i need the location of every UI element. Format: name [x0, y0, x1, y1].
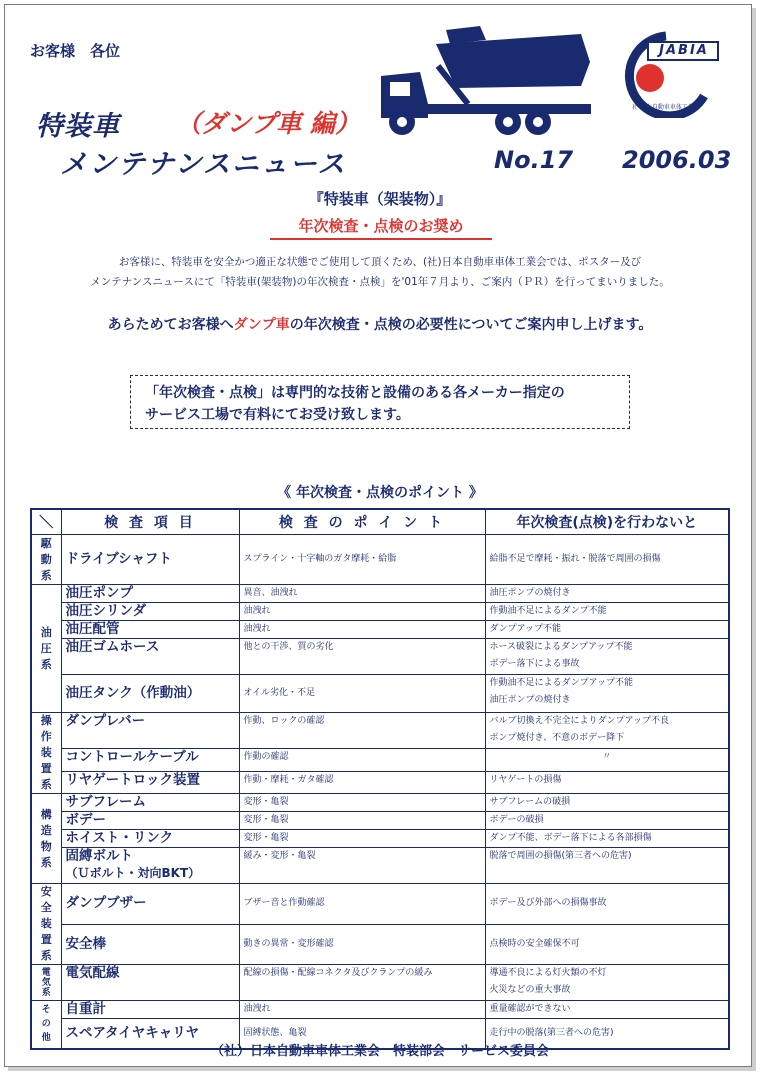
table-cell-item: スペアタイヤキャリヤ — [61, 1019, 239, 1049]
lead-red: ダンプ車 — [233, 317, 290, 333]
points-title: 《 年次検査・点検のポイント 》 — [277, 485, 483, 501]
table-cell-point: 変形・亀裂 — [239, 830, 485, 848]
notice-line1: 「年次検査・点検」は専門的な技術と設備のある各メーカー指定の — [145, 385, 565, 401]
table-row — [31, 884, 729, 925]
table-cell-result: 油圧ポンプの焼付き — [485, 585, 729, 603]
logo-text: JABIA — [659, 43, 709, 58]
headline: 年次検査・点検のお奨め — [270, 215, 492, 240]
header-point: 検 査 の ポ イ ン ト — [239, 509, 485, 535]
table-cell-point: 変形・亀裂 — [239, 794, 485, 812]
table-cell-item: 油圧ゴムホース — [61, 639, 239, 675]
table-cell-item: 油圧ポンプ — [61, 585, 239, 603]
table-cell-point: 固縛状態、亀裂 — [239, 1019, 485, 1049]
jabia-logo — [604, 30, 732, 118]
table-cell-item: ダンプブザー — [61, 884, 239, 925]
notice-line2: サービス工場で有料にてお受け致します。 — [145, 407, 410, 423]
table-row — [31, 639, 729, 675]
table-row — [31, 794, 729, 812]
table-row — [31, 675, 729, 713]
footer-organization: （社）日本自動車車体工業会 特装部会 サービス委員会 — [210, 1044, 549, 1059]
table-row — [31, 1001, 729, 1019]
table-cell-item: リヤゲートロック装置 — [61, 771, 239, 794]
table-cell-result: ホース破裂によるダンプアップ不能 ボデー落下による事故 — [485, 639, 729, 675]
table-cell-result: リヤゲートの損傷 — [485, 771, 729, 794]
table-row — [31, 848, 729, 884]
table-cell-result: 〃 — [485, 749, 729, 772]
table-cell-result: 点検時の安全確保不可 — [485, 924, 729, 965]
subtitle: （ダンプ車 編） — [176, 109, 360, 138]
table-row — [31, 771, 729, 794]
category-hydraulic: 油圧系 — [31, 585, 61, 713]
table-cell-point: オイル劣化・不足 — [239, 675, 485, 713]
table-cell-point: スプライン・十字軸のガタ摩耗・給脂 — [239, 535, 485, 585]
category-safety: 安全装置系 — [31, 884, 61, 965]
table-cell-item: ボデー — [61, 812, 239, 830]
table-cell-result: 作動油不足によるダンプアップ不能 油圧ポンプの焼付き — [485, 675, 729, 713]
issue-date: 2006.03 — [622, 146, 732, 174]
table-cell-result: 重量確認ができない — [485, 1001, 729, 1019]
table-cell-point: 作動の確認 — [239, 749, 485, 772]
table-cell-item: 安全棒 — [61, 924, 239, 965]
notice-box — [130, 375, 630, 429]
table-cell-result: サブフレームの破損 — [485, 794, 729, 812]
inspection-table — [30, 508, 730, 1050]
table-cell-point: 作動・摩耗・ガタ確認 — [239, 771, 485, 794]
table-cell-point: 油洩れ — [239, 621, 485, 639]
table-cell-item: 油圧タンク（作動油） — [61, 675, 239, 713]
table-cell-item: 自重計 — [61, 1001, 239, 1019]
table-header-row — [31, 509, 729, 535]
table-cell-point: ブザー音と作動確認 — [239, 884, 485, 925]
table-row — [31, 713, 729, 749]
table-row — [31, 621, 729, 639]
intro-text-line1: お客様に、特装車を安全かつ適正な状態でご使用して頂くため、(社)日本自動車車体工業会では、ポスター及び — [118, 256, 642, 268]
table-cell-result: 作動油不足によるダンプ不能 — [485, 603, 729, 621]
dump-truck-illustration — [376, 26, 594, 138]
table-row — [31, 749, 729, 772]
header-corner: ＼ — [31, 509, 61, 535]
table-row — [31, 965, 729, 1001]
table-row — [31, 830, 729, 848]
table-cell-point: 作動、ロックの確認 — [239, 713, 485, 749]
bracket-title: 『特装車（架装物）』 — [308, 190, 452, 208]
table-cell-result: ダンプ不能、ボデー落下による各部損傷 — [485, 830, 729, 848]
table-cell-point: 異音、油洩れ — [239, 585, 485, 603]
header-item: 検 査 項 目 — [61, 509, 239, 535]
table-cell-item: ダンプレバー — [61, 713, 239, 749]
lead-pre: あらためてお客様へ — [107, 317, 234, 333]
category-control: 操作装置系 — [31, 713, 61, 794]
table-cell-item: コントロールケーブル — [61, 749, 239, 772]
title-line1: 特装車 — [36, 111, 120, 142]
table-cell-item: 油圧シリンダ — [61, 603, 239, 621]
category-drive: 駆動系 — [31, 535, 61, 585]
greeting: お客様 各位 — [30, 42, 121, 60]
table-cell-item: 電気配線 — [61, 965, 239, 1001]
table-cell-result: 走行中の脱落(第三者への危害) — [485, 1019, 729, 1049]
header-result: 年次検査(点検)を行わないと — [485, 509, 729, 535]
category-electric: 電気系 — [31, 965, 61, 1001]
table-cell-result: ボデーの破損 — [485, 812, 729, 830]
table-row — [31, 924, 729, 965]
table-cell-point: 他との干渉、質の劣化 — [239, 639, 485, 675]
table-cell-point: 変形・亀裂 — [239, 812, 485, 830]
title-line2: メンテナンスニュース — [60, 149, 347, 180]
table-cell-point: 緩み・変形・亀裂 — [239, 848, 485, 884]
table-row — [31, 535, 729, 585]
table-cell-result: 給脂不足で摩耗・振れ・脱落で周囲の損傷 — [485, 535, 729, 585]
issue-number: No.17 — [494, 146, 574, 174]
logo-caption: 社 日本自動車車体工業会 — [632, 104, 700, 111]
table-cell-point: 配線の損傷・配線コネクタ及びクランプの緩み — [239, 965, 485, 1001]
table-cell-item: 油圧配管 — [61, 621, 239, 639]
table-cell-point: 動きの異常・変形確認 — [239, 924, 485, 965]
lead-message — [0, 314, 760, 334]
table-cell-result: ダンプアップ不能 — [485, 621, 729, 639]
table-cell-result: 導通不良による灯火類の不灯 火災などの重大事故 — [485, 965, 729, 1001]
table-cell-item: 固縛ボルト （Ｕボルト・対向BKT） — [61, 848, 239, 884]
table-cell-point: 油洩れ — [239, 603, 485, 621]
table-row — [31, 585, 729, 603]
table-cell-item: サブフレーム — [61, 794, 239, 812]
table-cell-result: 脱落で周囲の損傷(第三者への危害) — [485, 848, 729, 884]
table-cell-item: ホイスト・リンク — [61, 830, 239, 848]
table-cell-result: ボデー及び外部への損傷事故 — [485, 884, 729, 925]
table-cell-point: 油洩れ — [239, 1001, 485, 1019]
category-other: その他 — [31, 1001, 61, 1049]
table-cell-result: バルブ切換え不完全によりダンプアップ不良 ポンプ焼付き、不意のボデー降下 — [485, 713, 729, 749]
intro-text-line2: メンテナンスニュースにて「特装車(架装物)の年次検査・点検」を'01年７月より、ご案内（ＰＲ）を行ってまいりました。 — [90, 276, 670, 288]
table-row — [31, 603, 729, 621]
category-structure: 構造物系 — [31, 794, 61, 884]
table-row — [31, 812, 729, 830]
lead-post: の年次検査・点検の必要性についてご案内申し上げます。 — [289, 317, 653, 333]
table-cell-item: ドライブシャフト — [61, 535, 239, 585]
